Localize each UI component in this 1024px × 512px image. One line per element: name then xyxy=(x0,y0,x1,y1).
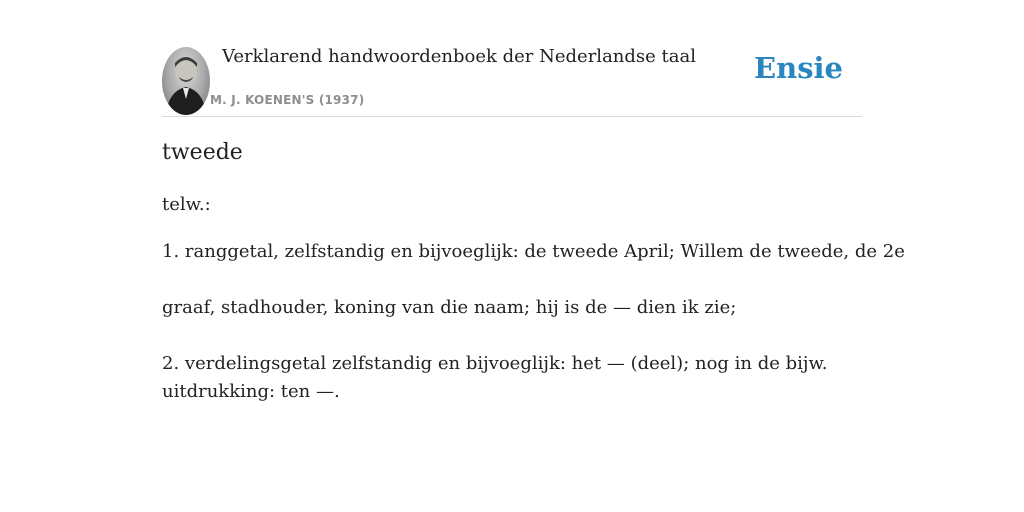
ensie-logo-link[interactable]: Ensie xyxy=(754,51,843,85)
page-container xyxy=(162,0,905,512)
definition-line: graaf, stadhouder, koning van die naam; hij is de — dien ik zie; xyxy=(162,297,737,318)
author-label: M. J. KOENEN'S (1937) xyxy=(210,93,365,107)
entry-word-class: telw.: xyxy=(162,194,211,215)
definition-line: 1. ranggetal, zelfstandig en bijvoeglijk: de tweede April; Willem de tweede, de 2e xyxy=(162,241,905,262)
dictionary-header xyxy=(162,0,862,117)
author-portrait-icon xyxy=(162,47,210,115)
dictionary-title: Verklarend handwoordenboek der Nederlandse taal xyxy=(222,46,696,67)
definition-line: 2. verdelingsgetal zelfstandig en bijvoeglijk: het — (deel); nog in de bijw. xyxy=(162,353,828,374)
entry-headword: tweede xyxy=(162,140,243,165)
definition-line: uitdrukking: ten —. xyxy=(162,381,340,402)
